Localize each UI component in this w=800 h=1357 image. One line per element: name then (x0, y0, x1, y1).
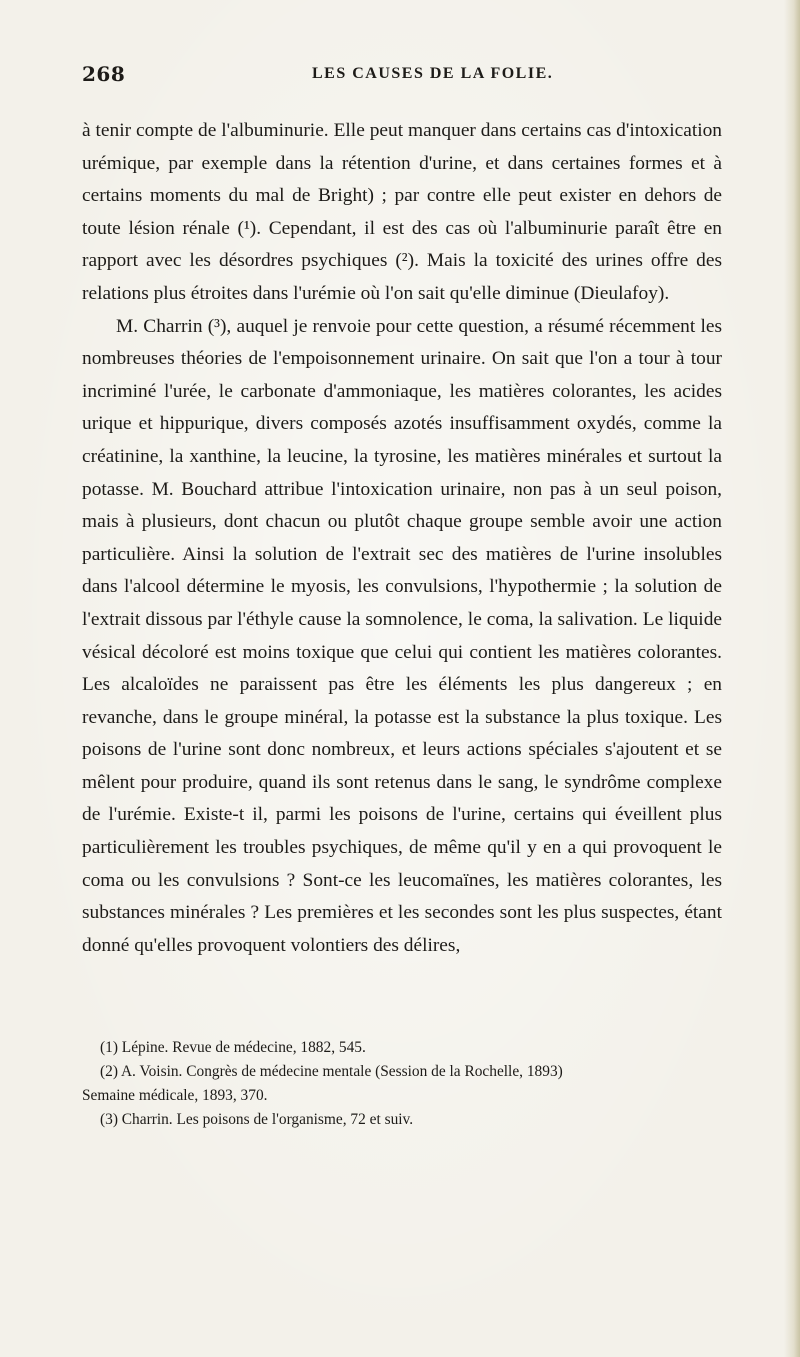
footnotes (82, 1036, 722, 1132)
body-text (82, 115, 722, 962)
footnote-3: (3) Charrin. Les poisons de l'organisme, 72 et suiv. (100, 1111, 414, 1128)
footnote-2: (2) A. Voisin. Congrès de médecine mentale (Session de la Rochelle, 1893) (100, 1063, 563, 1080)
page-number: 268 (82, 62, 126, 86)
paragraph-2: M. Charrin (³), auquel je renvoie pour cette question, a résumé récemment les nombreuses théories de l'empoisonnement urinaire. On sait que l'on a tour à tour incriminé l'urée, le carbonate d'ammoniaque, les matières colorantes, les acides urique et hippurique, divers composés azotés insuffisamment oxydés, comme la créatinine, la xanthine, la leucine, la tyrosine, les matières minérales et surtout la potasse. M. Bouchard attribue l'intoxication urinaire, non pas à un seul poison, mais à plusieurs, dont chacun ou plutôt chaque groupe semble avoir une action particulière. Ainsi la solution de l'extrait sec des matières de l'urine insolubles dans l'alcool détermine le myosis, les convulsions, l'hypothermie ; la solution de l'extrait dissous par l'éthyle cause la somnolence, le coma, la salivation. Le liquide vésical décoloré est moins toxique que celui qui contient les matières colorantes. Les alcaloïdes ne paraissent pas être les éléments les plus dangereux ; en revanche, dans le groupe minéral, la potasse est la substance la plus toxique. Les poisons de l'urine sont donc nombreux, et leurs actions spéciales s'ajoutent et se mêlent pour produire, quand ils sont retenus dans le sang, le syndrôme complexe de l'urémie. Existe-t il, parmi les poisons de l'urine, certains qui éveillent plus particulièrement les troubles psychiques, de même qu'il y en a qui provoquent le coma ou les convulsions ? Sont-ce les leucomaïnes, les matières colorantes, les substances minérales ? Les premières et les secondes sont les plus suspectes, étant donné qu'elles provoquent volontiers des délires, (82, 315, 722, 956)
paragraph-1: à tenir compte de l'albuminurie. Elle peut manquer dans certains cas d'intoxication urémique, par exemple dans la rétention d'urine, et dans certaines formes et à certains moments du mal de Bright) ; par contre elle peut exister en dehors de toute lésion rénale (¹). Cependant, il est des cas où l'albuminurie paraît être en rapport avec les désordres psychiques (²). Mais la toxicité des urines offre des relations plus étroites dans l'urémie où l'on sait qu'elle diminue (Dieulafoy). (82, 120, 722, 304)
footnote-1: (1) Lépine. Revue de médecine, 1882, 545. (100, 1039, 366, 1056)
running-head (82, 62, 722, 92)
footnote-2-continuation: Semaine médicale, 1893, 370. (82, 1087, 268, 1104)
running-title: LES CAUSES DE LA FOLIE. (312, 65, 554, 82)
page-edge-shadow (784, 0, 800, 1357)
